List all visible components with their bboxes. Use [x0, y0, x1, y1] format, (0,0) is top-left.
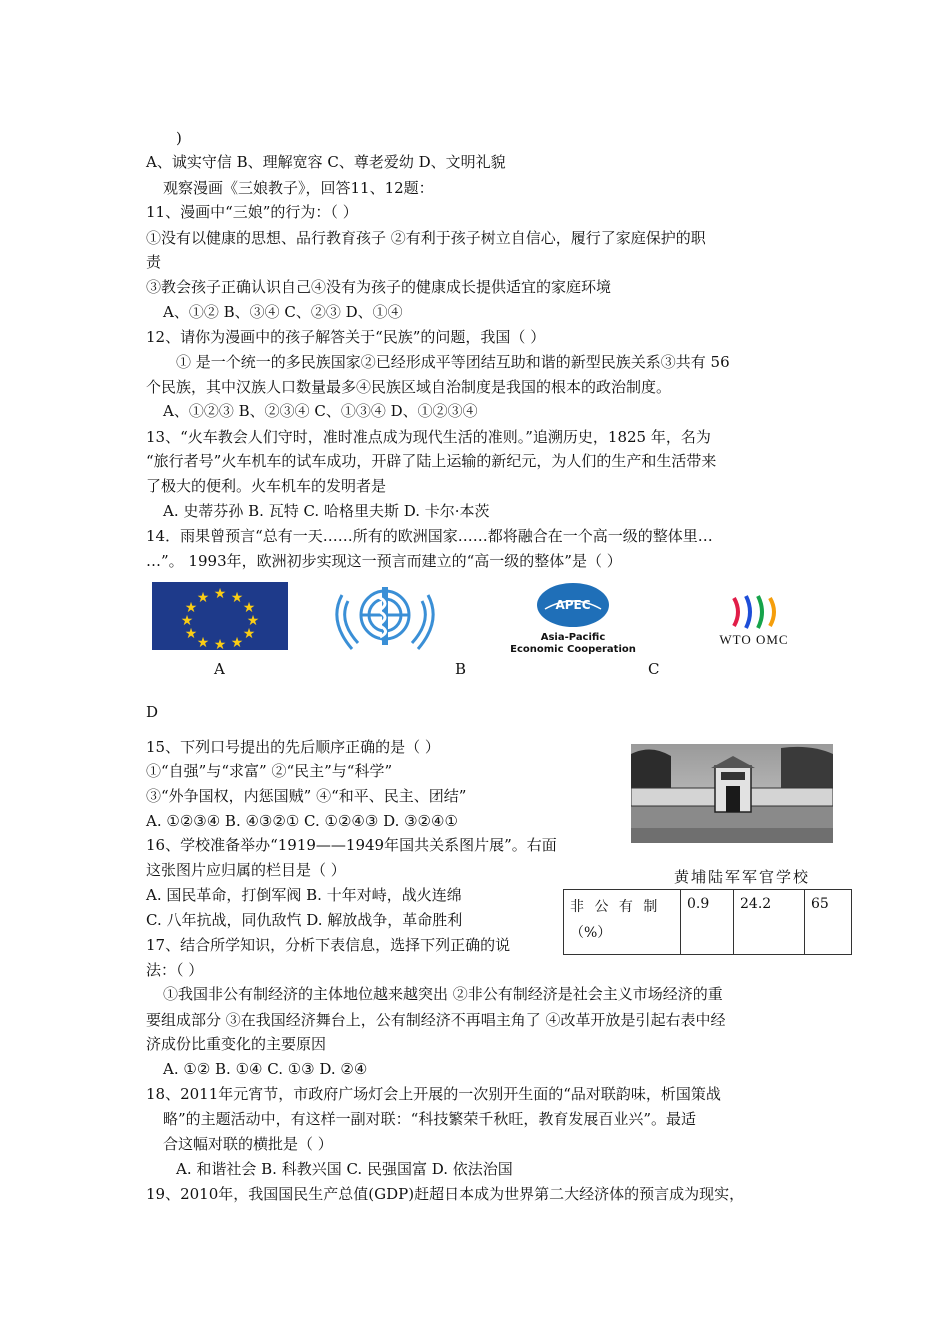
table-cell-value: 24.2 [734, 890, 805, 955]
q18-stem: 合这幅对联的横批是（ ） [163, 1135, 333, 1153]
apec-line2: Economic Cooperation [510, 644, 636, 655]
q11-statement: 责 [146, 253, 162, 271]
wto-text: WTO OMC [719, 632, 789, 647]
svg-text:★: ★ [184, 600, 198, 616]
whampoa-gate-photo [631, 744, 833, 843]
svg-text:★: ★ [196, 590, 210, 606]
q17-statement: ①我国非公有制经济的主体地位越来越突出 ②非公有制经济是社会主义市场经济的重 [163, 985, 723, 1003]
q19-stem: 19、2010年，我国国民生产总值(GDP)赶超日本成为世界第二大经济体的预言成为现实， [146, 1185, 745, 1203]
svg-text:★: ★ [242, 600, 256, 616]
q12-stem: 12、请你为漫画中的孩子解答关于“民族”的问题，我国（ ） [146, 328, 546, 346]
svg-text:★: ★ [230, 590, 244, 606]
q18-stem: 略”的主题活动中，有这样一副对联：“科技繁荣千秋旺，教育发展百业兴”。最适 [163, 1110, 697, 1128]
ownership-table [563, 889, 852, 955]
comic-intro: 观察漫画《三娘教子》，回答11、12题： [163, 179, 434, 197]
apec-text: APEC [555, 598, 591, 612]
q17-statement: 济成份比重变化的主要原因 [146, 1035, 327, 1053]
q13-stem: “旅行者号”火车机车的试车成功，开辟了陆上运输的新纪元，为人们的生产和生活带来 [146, 452, 717, 470]
option-label-b: B [455, 660, 467, 678]
table-label-unit: （%） [570, 925, 612, 941]
svg-text:★: ★ [196, 635, 210, 650]
table-cell-value: 65 [805, 890, 852, 955]
q13-stem: 13、“火车教会人们守时，准时准点成为现代生活的准则。”追溯历史，1825 年，名为 [146, 428, 711, 446]
q16-options: C. 八年抗战，同仇敌忾 D. 解放战争，革命胜利 [146, 911, 463, 929]
q17-options: A. ①② B. ①④ C. ①③ D. ②④ [163, 1060, 368, 1078]
q15-statement: ①“自强”与“求富” ②“民主”与“科学” [146, 762, 393, 780]
svg-text:★: ★ [230, 635, 244, 650]
q13-stem: 了极大的便利。火车机车的发明者是 [146, 477, 387, 495]
photo-caption: 黄埔陆军军官学校 [674, 868, 811, 886]
table-label-line: 非 公 有 制 [570, 899, 661, 915]
option-label-c: C [648, 660, 660, 678]
option-label-a: A [214, 660, 225, 678]
apec-line1: Asia-Pacific [540, 632, 606, 643]
option-label-d: D [146, 703, 159, 721]
q16-stem: 16、学校准备举办“1919——1949年国共关系图片展”。右面 [146, 836, 557, 854]
q12-statement: 个民族，其中汉族人口数量最多④民族区域自治制度是我国的根本的政治制度。 [146, 378, 672, 396]
q15-stem: 15、下列口号提出的先后顺序正确的是（ ） [146, 738, 440, 756]
text-line: ) [176, 129, 182, 147]
q11-statement: ①没有以健康的思想、品行教育孩子 ②有利于孩子树立自信心，履行了家庭保护的职 [146, 229, 706, 247]
svg-text:★: ★ [213, 637, 227, 650]
q12-options: A、①②③ B、②③④ C、①③④ D、①②③④ [163, 402, 478, 420]
eu-flag-image [152, 582, 288, 650]
q17-statement: 要组成部分 ③在我国经济舞台上，公有制经济不再唱主角了 ④改革开放是引起右表中经 [146, 1011, 726, 1029]
q17-stem: 法：（ ） [146, 961, 204, 979]
q11-statement: ③教会孩子正确认识自己④没有为孩子的健康成长提供适宜的家庭环境 [146, 278, 612, 296]
table-cell-value: 0.9 [681, 890, 734, 955]
q14-stem: 14．雨果曾预言“总有一天……所有的欧洲国家……都将融合在一个高一级的整体里… [146, 527, 713, 545]
q15-statement: ③“外争国权，内惩国贼” ④“和平、民主、团结” [146, 787, 467, 805]
q13-options: A. 史蒂芬孙 B. 瓦特 C. 哈格里夫斯 D. 卡尔·本茨 [163, 502, 490, 520]
q14-stem: …”。 1993年，欧洲初步实现这一预言而建立的“高一级的整体”是（ ） [146, 552, 622, 570]
who-emblem-image [320, 581, 450, 653]
q16-options: A. 国民革命，打倒军阀 B. 十年对峙，战火连绵 [146, 886, 462, 904]
q18-stem: 18、2011年元宵节，市政府广场灯会上开展的一次别开生面的“品对联韵味，析国策战 [146, 1085, 721, 1103]
q18-options: A. 和谐社会 B. 科教兴国 C. 民强国富 D. 依法治国 [176, 1160, 513, 1178]
q12-statement: ① 是一个统一的多民族国家②已经形成平等团结互助和谐的新型民族关系③共有 56 [176, 353, 730, 371]
table-row [564, 890, 852, 955]
svg-text:★: ★ [246, 613, 260, 629]
q17-stem: 17、结合所学知识，分析下表信息，选择下列正确的说 [146, 936, 511, 954]
svg-text:★: ★ [213, 586, 227, 602]
svg-text:★: ★ [184, 626, 198, 642]
q11-stem: 11、漫画中“三娘”的行为：（ ） [146, 203, 358, 221]
table-cell-label [564, 890, 681, 955]
q11-options: A、①② B、③④ C、②③ D、①④ [163, 303, 403, 321]
wto-logo-image [706, 590, 802, 650]
svg-text:★: ★ [180, 613, 194, 629]
svg-text:★: ★ [242, 626, 256, 642]
q16-stem: 这张图片应归属的栏目是（ ） [146, 861, 346, 879]
q15-options: A. ①②③④ B. ④③②① C. ①②④③ D. ③②④① [146, 812, 458, 830]
q10-options: A、诚实守信 B、理解宽容 C、尊老爱幼 D、文明礼貌 [146, 153, 506, 171]
apec-logo-image [505, 583, 641, 655]
